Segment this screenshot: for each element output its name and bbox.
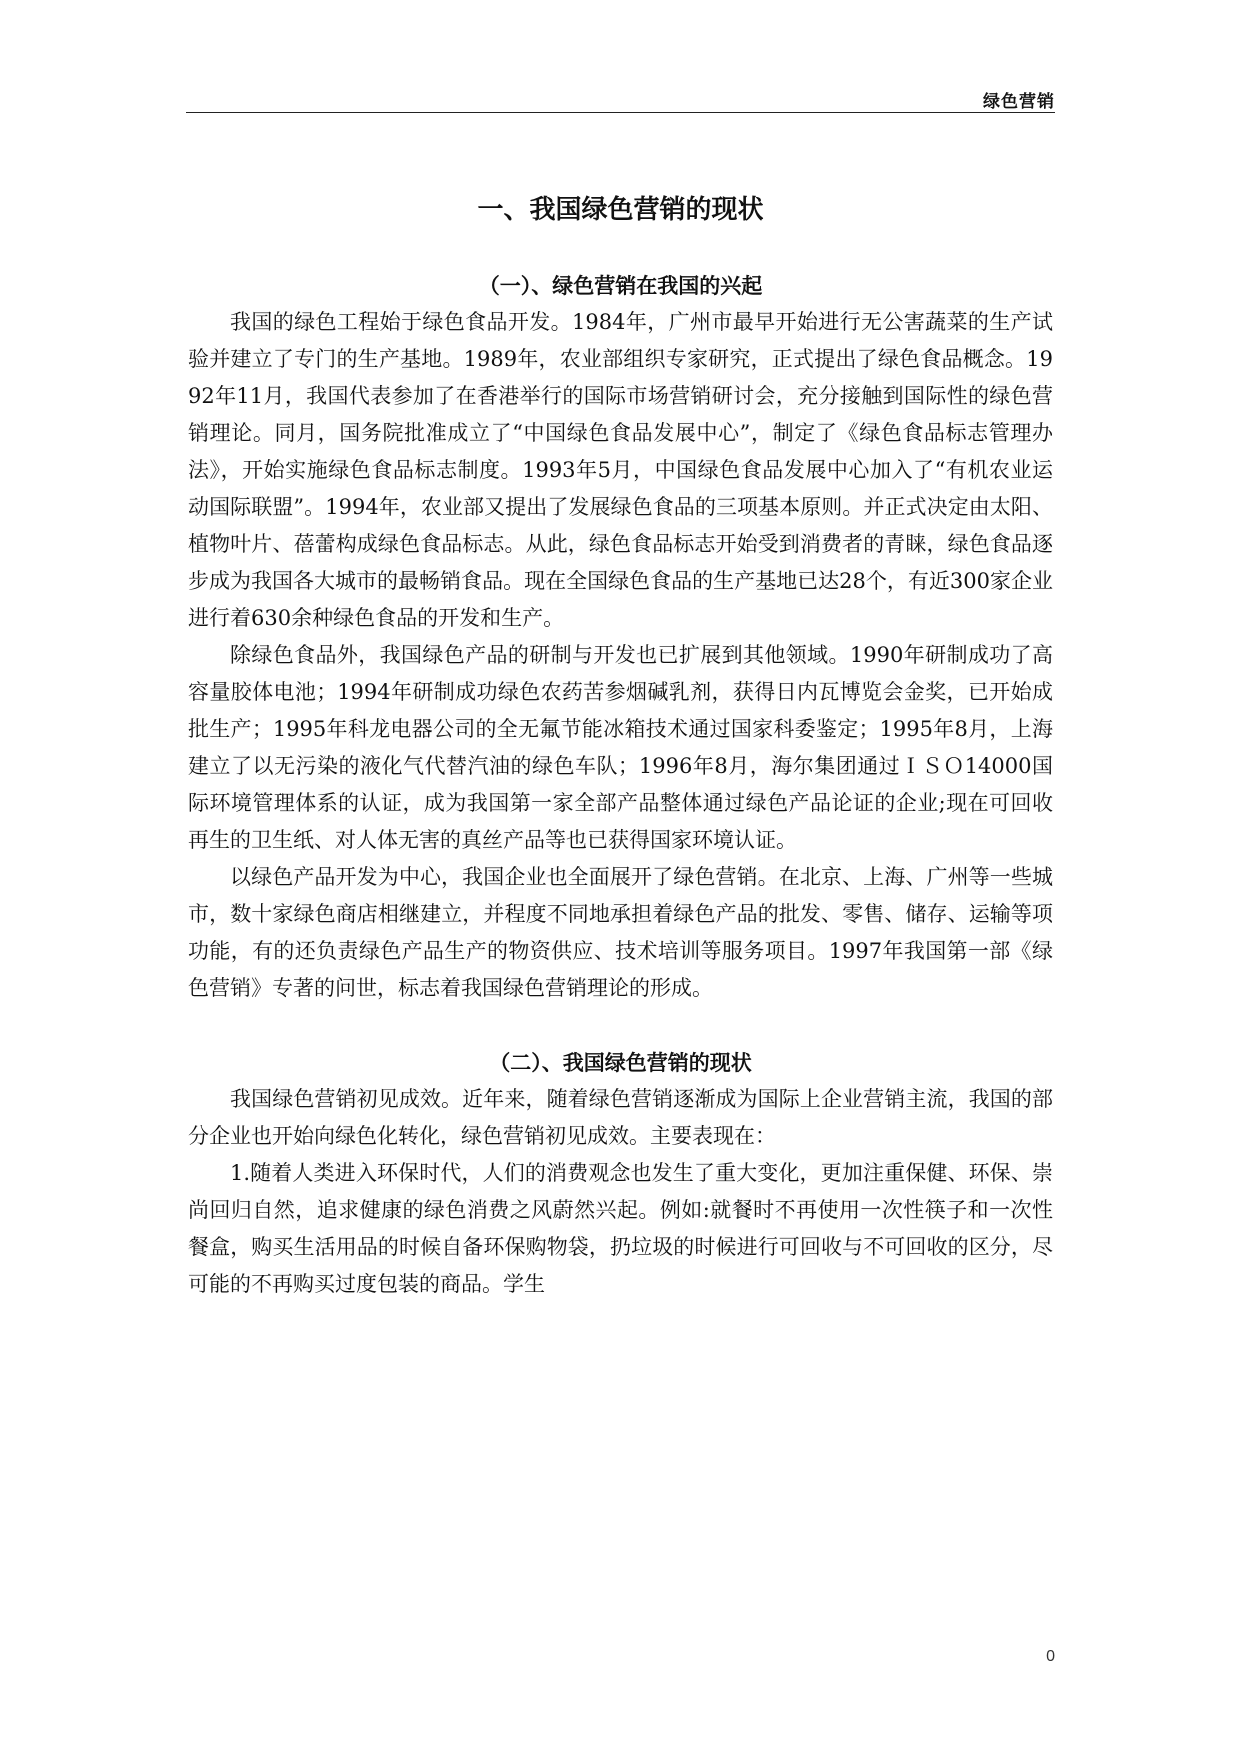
page-number: 0 (1046, 1648, 1055, 1665)
paragraph: 以绿色产品开发为中心，我国企业也全面展开了绿色营销。在北京、上海、广州等一些城市，数十家绿色商店相继建立，并程度不同地承担着绿色产品的批发、零售、储存、运输等项功能，有的还负责绿色产品生产的物资供应、技术培训等服务项目。1997年我国第一部《绿色营销》专著的问世，标志着我国绿色营销理论的形成。 (188, 865, 1053, 1000)
paragraph: 我国绿色营销初见成效。近年来，随着绿色营销逐渐成为国际上企业营销主流，我国的部分企业也开始向绿色化转化，绿色营销初见成效。主要表现在： (188, 1087, 1053, 1148)
paragraph: 除绿色食品外，我国绿色产品的研制与开发也已扩展到其他领域。1990年研制成功了高容量胶体电池；1994年研制成功绿色农药苦参烟碱乳剂，获得日内瓦博览会金奖，已开始成批生产；1995年科龙电器公司的全无氟节能冰箱技术通过国家科委鉴定；1995年8月，上海建立了以无污染的液化气代替汽油的绿色车队；1996年8月，海尔集团通过ＩＳＯ14000国际环境管理体系的认证，成为我国第一家全部产品整体通过绿色产品论证的企业;现在可回收再生的卫生纸、对人体无害的真丝产品等也已获得国家环境认证。 (188, 643, 1053, 852)
section-heading-1: （一）、绿色营销在我国的兴起 (478, 274, 763, 298)
chapter-title: 一、我国绿色营销的现状 (477, 195, 764, 225)
paragraph: 1.随着人类进入环保时代，人们的消费观念也发生了重大变化，更加注重保健、环保、崇尚回归自然，追求健康的绿色消费之风蔚然兴起。例如:就餐时不再使用一次性筷子和一次性餐盒，购买生活用品的时候自备环保购物袋，扔垃圾的时候进行可回收与不可回收的区分，尽可能的不再购买过度包装的商品。学生 (188, 1161, 1053, 1296)
section-heading-2: （二）、我国绿色营销的现状 (489, 1051, 752, 1075)
paragraph: 我国的绿色工程始于绿色食品开发。1984年，广州市最早开始进行无公害蔬菜的生产试验并建立了专门的生产基地。1989年，农业部组织专家研究，正式提出了绿色食品概念。1992年11月，我国代表参加了在香港举行的国际市场营销研讨会，充分接触到国际性的绿色营销理论。同月，国务院批准成立了“中国绿色食品发展中心”，制定了《绿色食品标志管理办法》，开始实施绿色食品标志制度。1993年5月，中国绿色食品发展中心加入了“有机农业运动国际联盟”。1994年，农业部又提出了发展绿色食品的三项基本原则。并正式决定由太阳、植物叶片、蓓蕾构成绿色食品标志。从此，绿色食品标志开始受到消费者的青睐，绿色食品逐步成为我国各大城市的最畅销食品。现在全国绿色食品的生产基地已达28个，有近300家企业进行着630余种绿色食品的开发和生产。 (188, 310, 1053, 630)
document-body (188, 190, 1053, 1303)
header-rule (186, 112, 1055, 113)
running-header-title: 绿色营销 (983, 92, 1055, 112)
